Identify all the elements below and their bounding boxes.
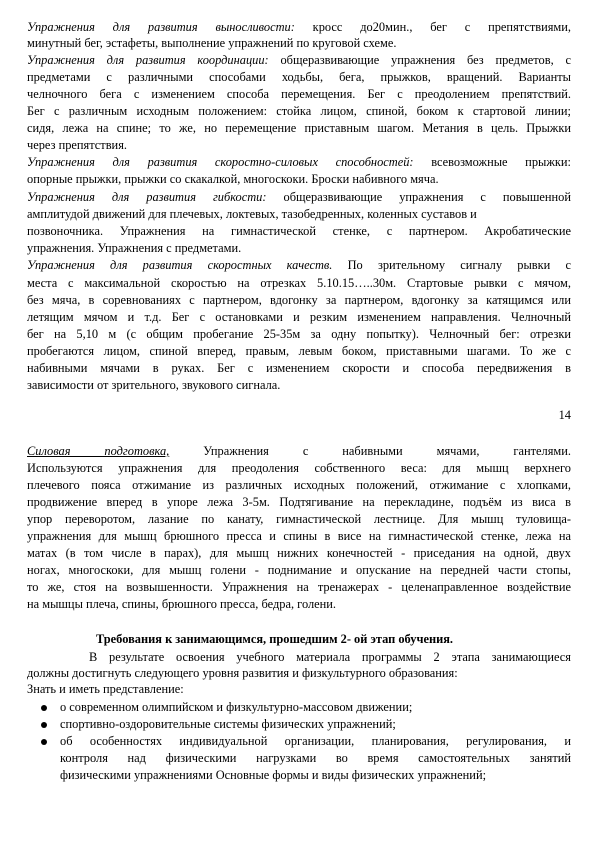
- bullet-text: контроля над физическими нагрузками во время самостоятельных занятий: [60, 751, 571, 765]
- strength-line-3: плечевого пояса отжимание из различных исходных положений, отжимание с хлопками,: [27, 478, 571, 492]
- strength-line-7: матах (в том числе в парах), для мышц нижних конечностей - приседания на одной, двух: [27, 546, 571, 560]
- requirements-line-1: В результате освоения учебного материала программы 2 этапа занимающиеся: [89, 650, 571, 664]
- strength-line-1: Силовая подготовка, Упражнения с набивными мячами, гантелями.: [27, 444, 571, 458]
- coordination-line-6: через препятствия.: [27, 138, 127, 152]
- coordination-line-1: Упражнения для развития координации: общеразвивающие упражнения без предметов, с: [27, 53, 571, 67]
- speed-line-3: без мяча, в соревнованиях с партнером, вдогонку за партнером, вдогонку за катящимся или: [27, 293, 571, 307]
- strength-lead: Силовая подготовка,: [27, 444, 170, 458]
- speed-line-2: места с максимальной скоростью на отрезках 5.10.15…..30м. Стартовые рывки с мячом,: [27, 276, 571, 290]
- speed-line-4: летящим мячом и т.д. Бег с остановками и резким изменением направления. Челночный: [27, 310, 571, 324]
- coordination-line-4: Бег с различным исходным положением: стойка лицом, спиной, боком к стартовой линии;: [27, 104, 571, 118]
- coordination-line-5: сидя, лежа на спине; то же, но перемещение приставным шагом. Метания в цель. Прыжки: [27, 121, 571, 135]
- speed-line-5: бег на 5,10 м (с общим пробегание 25-35м за одну попытку). Челночный бег: отрезки: [27, 327, 571, 341]
- bullet-text: физическими упражнениями Основные формы и виды физических упражнений;: [60, 768, 487, 782]
- speed-line-8: зависимости от зрительного, звукового сигнала.: [27, 378, 281, 392]
- strength-line-8: ногах, многоскоки, для мышц голени - поднимание и опускание на передней части стопы,: [27, 563, 571, 577]
- bullet-text: спортивно-оздоровительные системы физических упражнений;: [60, 717, 396, 731]
- bullet-text: о современном олимпийском и физкультурно-массовом движении;: [60, 700, 413, 714]
- speed-lead: Упражнения для развития скоростных качеств.: [27, 258, 333, 272]
- speed-strength-line-1: Упражнения для развития скоростно-силовых способностей: всевозможные прыжки:: [27, 155, 571, 169]
- bullet-text: об особенностях индивидуальной организации, планирования, регулирования, и: [60, 734, 571, 748]
- requirements-heading: Требования к занимающимся, прошедшим 2- ой этап обучения.: [96, 632, 454, 646]
- flexibility-lead: Упражнения для развития гибкости:: [27, 190, 267, 204]
- endurance-line-1: Упражнения для развития выносливости: кросс до20мин., бег с препятствиями,: [27, 20, 571, 34]
- coordination-lead: Упражнения для развития координации:: [27, 53, 269, 67]
- speed-line-1: Упражнения для развития скоростных качеств. По зрительному сигналу рывки с: [27, 258, 571, 272]
- strength-line-9: то же, стоя на возвышенности. Упражнения на тренажерах - целенаправленное воздействие: [27, 580, 571, 594]
- flexibility-line-3: позвоночника. Упражнения на гимнастической стенке, с партнером. Акробатические: [27, 224, 571, 238]
- speed-line-6: пробегаются лицом, спиной вперед, правым, левым боком, приставными шагами. То же с: [27, 344, 571, 358]
- requirements-line-2: должны достигнуть следующего уровня развития и физкультурного образования:: [27, 666, 458, 680]
- page-number: 14: [558, 408, 571, 422]
- flexibility-line-2: амплитудой движений для плечевых, локтевых, тазобедренных, коленных суставов и: [27, 207, 477, 221]
- coordination-line-3: челночного бега с изменением способа перемещения. Бег с преодолением препятствий.: [27, 87, 571, 101]
- strength-line-5: упор переворотом, лазание по канату, гимнастической лестнице. Для мышц туловища-: [27, 512, 571, 526]
- speed-line-7: набивными мячами в руках. Бег с изменением скорости и способа передвижения в: [27, 361, 571, 375]
- bullet-icon: [41, 722, 47, 728]
- speed-strength-line-2: опорные прыжки, прыжки со скакалкой, многоскоки. Броски набивного мяча.: [27, 172, 439, 186]
- strength-line-10: на мышцы плеча, спины, брюшного пресса, бедра, голени.: [27, 597, 337, 611]
- flexibility-line-1: Упражнения для развития гибкости: общеразвивающие упражнения с повышенной: [27, 190, 571, 204]
- endurance-lead: Упражнения для развития выносливости:: [27, 20, 295, 34]
- bullet-icon: [41, 739, 47, 745]
- flexibility-line-4: упражнения. Упражнения с предметами.: [27, 241, 242, 255]
- strength-line-2: Используются упражнения для преодоления собственного веса: для мышц верхнего: [27, 461, 571, 475]
- endurance-line-2: минутный бег, эстафеты, выполнение упражнений по круговой схеме.: [27, 36, 397, 50]
- strength-line-4: продвижение вперед в упоре лежа 3-5м. Подтягивание на перекладине, подъём из виса в: [27, 495, 571, 509]
- requirements-line-3: Знать и иметь представление:: [27, 682, 184, 696]
- strength-line-6: упражнения для мышц брюшного пресса и спины в висе на гимнастической стенке, лежа на: [27, 529, 571, 543]
- bullet-icon: [41, 705, 47, 711]
- coordination-line-2: предметами с различными способами ходьбы, бега, прыжков, вращений. Варианты: [27, 70, 571, 84]
- speed-strength-lead: Упражнения для развития скоростно-силовых способностей:: [27, 155, 414, 169]
